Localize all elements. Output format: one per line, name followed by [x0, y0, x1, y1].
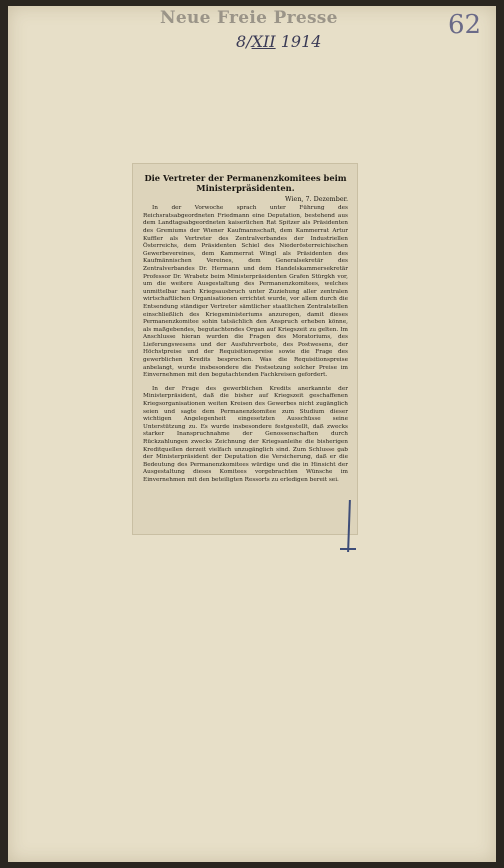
article-body: [143, 205, 348, 484]
article-dateline: Wien, 7. Dezember.: [285, 195, 348, 204]
article-paragraph: In der Vorwoche sprach unter Führung des Reichsratsabgeordneten Friedmann eine Deputation, bestehend aus dem Landtagsabgeordneten kaiserlichen Rat Spitzer als Präsidenten des Gremiums der Wiener Kaufmannschaft, dem Kammerrat Artur Kuffler als Vertreter des Zentralverbandes der Industriellen Österreichs, dem Präsidenten Schiel des Niederösterreichischen Gewerbevereines, dem Kammerrat Wingl als Präsidenten des Kaufmännischen Vereines, dem Generalsekretär des Zentralverbandes Dr. Hermann und dem Handelskammersekretär Professor Dr. Wrabetz beim Ministerpräsidenten Grafen Stürgkh vor, um die weitere Ausgestaltung des Permanenzkomitees, welches unmittelbar nach Kriegsausbruch unter Zuziehung aller zentralen wirtschaftlichen Organisationen errichtet wurde, vor allem durch die Entsendung ständiger Vertreter sämtlicher staatlichen Zentralstellen einschließlich des Kriegsministeriums anzuregen, damit dieses Permanenzkomitee sohin tatsächlich den Anspruch erheben könne, als maßgebendes, begutachtendes Organ auf Kriegszeit zu gelten. Im Anschlusse hieran wurden die Fragen des Moratoriums, des Lieferungswesens und der Ausfuhrverbote, des Postwesens, der Höchstpreise und der Requisitionspreise sowie die Frage des gewerblichen Kredits besprochen. Was die Requisitionspreise anbelangt, wurde insbesondere die Festsetzung solcher Preise im Einvernehmen mit den begutachtenden Fachkreisen gefordert.: [143, 205, 348, 379]
handwritten-date-month: XII: [251, 32, 276, 51]
pencil-bracket-mark-foot: [340, 548, 356, 550]
article-headline: Die Vertreter der Permanenzkomitees beim Ministerpräsidenten.: [144, 173, 347, 193]
handwritten-date-day: 8/: [236, 32, 252, 51]
article-paragraph: In der Frage des gewerblichen Kredits anerkannte der Ministerpräsident, daß die bisher auf Kriegszeit geschaffenen Kriegsorganisationen weiten Kreisen des Gewerbes nicht zugänglich seien und sagte dem Permanenzkomitee zum Studium dieser wichtigen Angelegenheit eingesetzten Ausschüsse seine Unterstützung zu. Es wurde insbesondere festgestellt, daß zwecks starker Inanspruchnahme der Genossenschaften durch Rückzahlungen zwecks Zeichnung der Kriegsanleihe die bisherigen Kreditquellen derzeit vielfach unzugänglich sind. Zum Schlusse gab der Ministerpräsident der Deputation die Versicherung, daß er die Bedeutung des Permanenzkomitees würdige und die in Hinsicht der Ausgestaltung dieses Komitees vorgebrachten Wünsche im Einvernehmen mit den beteiligten Ressorts zu erledigen bereit sei.: [143, 385, 348, 483]
handwritten-date-year: 1914: [280, 32, 322, 51]
folio-number: 62: [448, 10, 482, 40]
newspaper-source-stamp: Neue Freie Presse: [160, 8, 338, 28]
newspaper-clipping: [132, 163, 358, 535]
handwritten-date: [236, 32, 321, 51]
